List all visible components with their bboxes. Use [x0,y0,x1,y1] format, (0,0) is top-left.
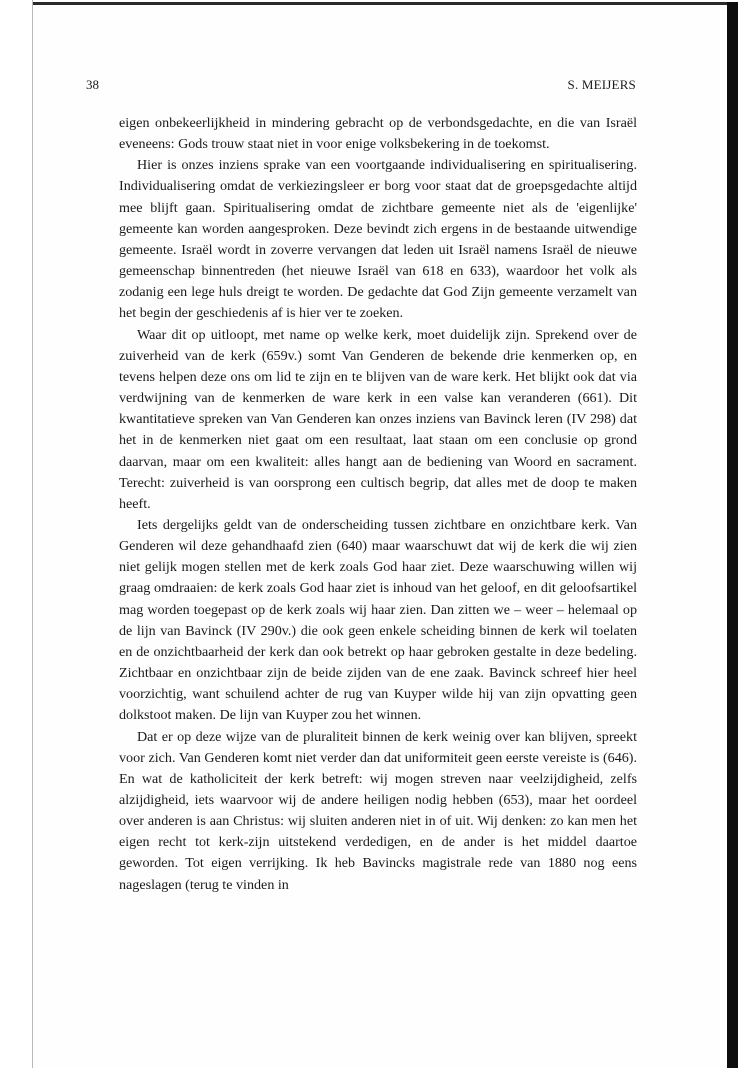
page-number: 38 [86,77,99,92]
body-text [119,113,637,896]
paragraph-zuiverheid: Waar dit op uitloopt, met name op welke kerk, moet duidelijk zijn. Sprekend over de zuiverheid van de kerk (659v.) somt Van Genderen de bekende drie kenmerken op, en tevens helpen deze ons om lid te zijn en te blijven van de ware kerk. Het blijkt ook dat via verdwijning van de kenmerken de ware kerk in een valse kan veranderen (661). Dit kwantitatieve spreken van Van Genderen kan onzes inziens van Bavinck leren (IV 298) dat het in de kenmerken niet gaat om een resultaat, laat staan om een conclusie op grond daarvan, maar om een kwaliteit: alles hangt aan de bediening van Woord en sacrament. Terecht: zuiverheid is van oorsprong een cultisch begrip, dat alles met de doop te maken heeft. [119,326,637,512]
running-head-author: S. MEIJERS [567,77,636,92]
paragraph-continuation: eigen onbekeerlijkheid in mindering gebracht op de verbondsgedachte, en die van Israël eveneens: Gods trouw staat niet in voor enige volksbekering in de toekomst. [119,115,637,153]
paragraph-zichtbare-kerk: Iets dergelijks geldt van de onderscheiding tussen zichtbare en onzichtbare kerk. Van Genderen wil deze gehandhaafd zien (640) maar waarschuwt dat wij de kerk die wij zien niet gelijk mogen stellen met de kerk zoals God haar ziet. Deze waarschuwing willen wij graag omdraaien: de kerk zoals God haar ziet is inhoud van het geloof, en dit geloofsartikel mag worden toegepast op de kerk zoals wij haar zien. Dan zitten we – weer – helemaal op de lijn van Bavinck (IV 290v.) die ook geen enkele scheiding binnen de kerk wil toelaten en de onzichtbaarheid der kerk dan ook betrekt op haar gebroken gestalte in deze bedeling. Zichtbaar en onzichtbaar zijn de beide zijden van de ene zaak. Bavinck schreef hier heel voorzichtig, want schuilend achter de rug van Kuyper wilde hij van zijn opvatting geen dolkstoot maken. De lijn van Kuyper zou het winnen. [119,516,637,724]
paragraph-individualisering: Hier is onzes inziens sprake van een voortgaande individualisering en spiritualisering. Individualisering omdat de verkiezingsleer er borg voor staat dat de groepsgedachte altijd mee blijft gaan. Spiritualisering omdat de zichtbare gemeente niet als de 'eigenlijke' gemeente kan worden aangesproken. Deze bevindt zich ergens in de bestaande uitwendige gemeente. Israël wordt in zoverre vervangen dat leden uit Israël namens Israël de nieuwe gemeenschap binnentreden (het nieuwe Israël van 618 en 633), waardoor het volk als zodanig een lege huls dreigt te worden. De gedachte dat God Zijn gemeente verzamelt van het begin der geschiedenis af is hier ver te zoeken. [119,157,637,322]
paragraph-pluraliteit: Dat er op deze wijze van de pluraliteit binnen de kerk weinig over kan blijven, spreekt voor zich. Van Genderen komt niet verder dan dat uniformiteit geen eerste vereiste is (646). En wat de katholiciteit der kerk betreft: wij mogen streven naar veelzijdigheid, zelfs alzijdigheid, iets waarvoor wij de andere heiligen nodig hebben (653), maar het oordeel over anderen is aan Christus: wij sluiten anderen niet in of uit. Wij denken: zo kan men het eigen recht tot kerk-zijn uitstekend verdedigen, en de ander is het middel daartoe geworden. Tot eigen verrijking. Ik heb Bavincks magistrale rede van 1880 nog eens nageslagen (terug te vinden in [119,728,637,893]
scan-right-edge [727,2,738,1068]
running-head [86,77,636,93]
